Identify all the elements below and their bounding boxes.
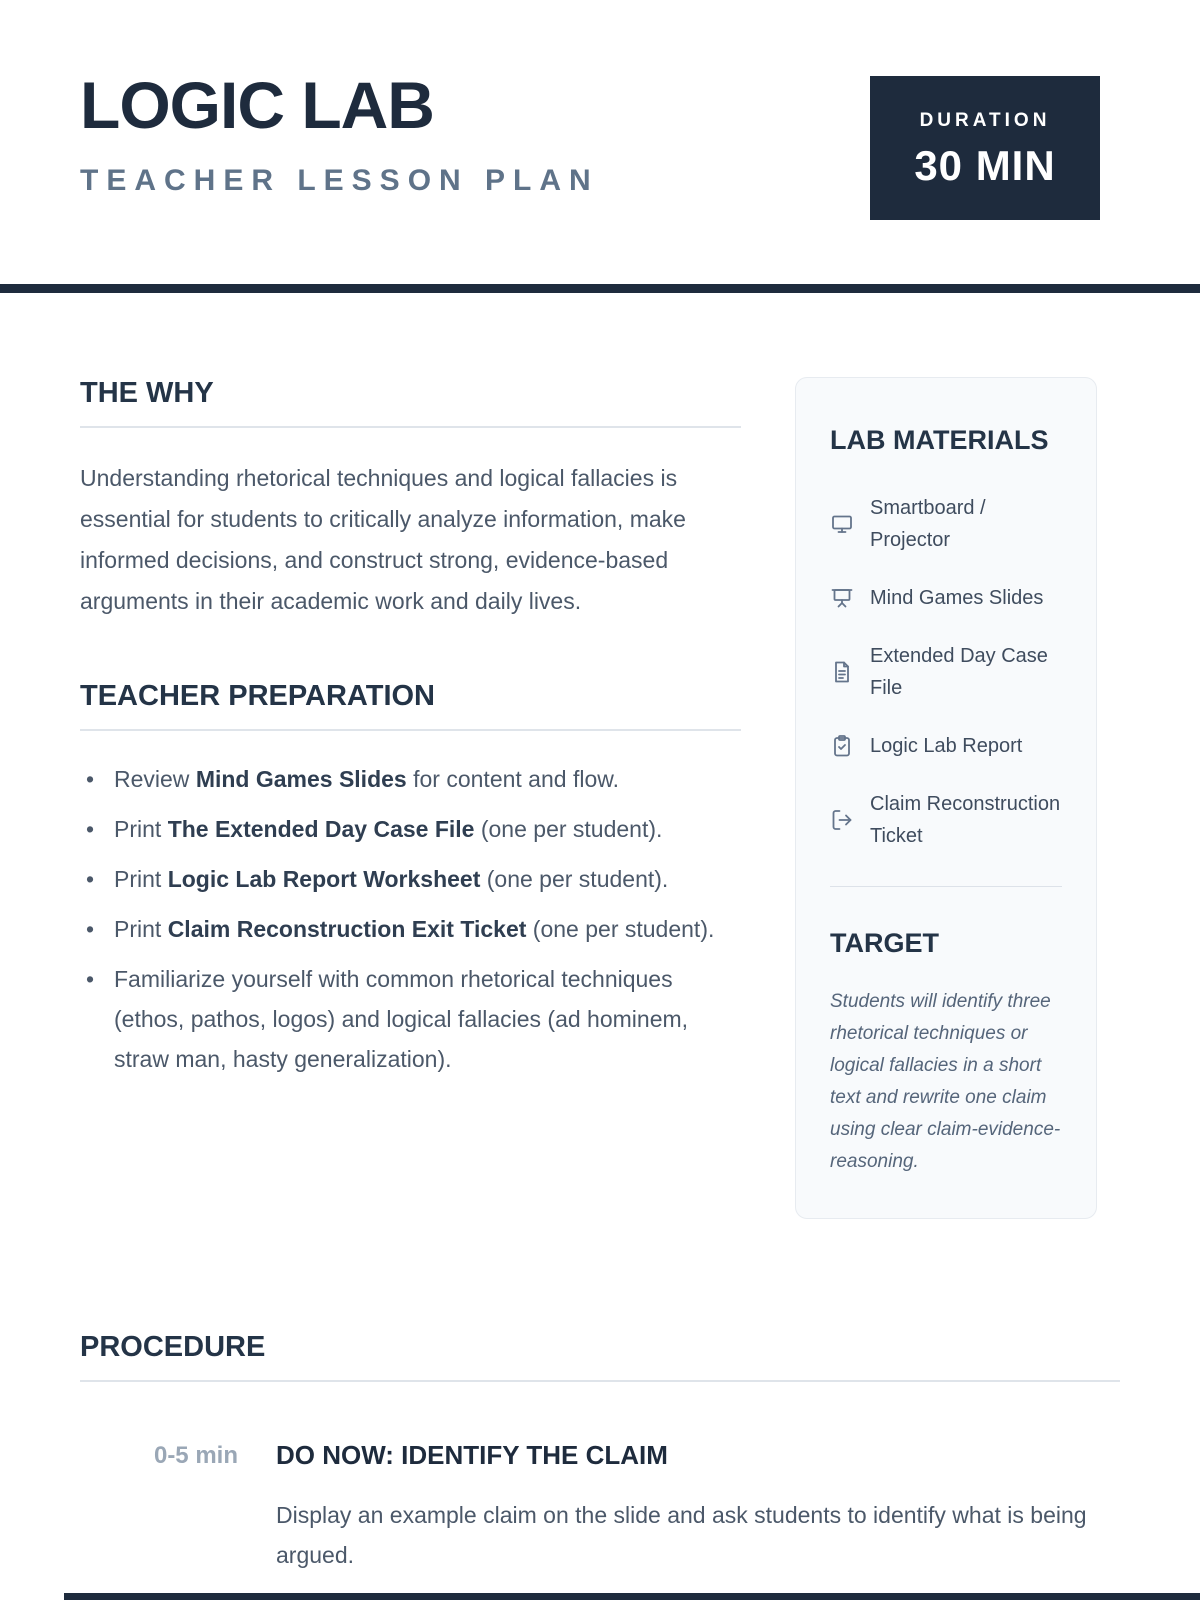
sidebar-divider [830,886,1062,887]
item-bold: The Extended Day Case File [167,816,475,842]
material-label: Smartboard / Projector [870,497,986,552]
list-item [830,582,1062,614]
item-text: (one per student). [526,916,715,942]
list-item [830,788,1062,852]
main-content [0,293,1200,1219]
target-heading: TARGET [830,928,939,959]
duration-label: DURATION [919,110,1051,131]
page-bottom-rule [64,1593,1200,1600]
left-column [80,377,741,1219]
presentation-screen-icon [830,586,854,610]
duration-value: 30 MIN [914,142,1056,189]
procedure-heading: PROCEDURE [80,1331,1120,1382]
item-text: Print [114,916,168,942]
page-subtitle: TEACHER LESSON PLAN [80,164,599,197]
title-block [80,68,599,198]
header-divider [0,284,1200,293]
section-procedure [0,1331,1200,1575]
step-title: DO NOW: IDENTIFY THE CLAIM [276,1439,668,1470]
item-text: (one per student). [474,816,663,842]
duration-badge [870,76,1100,220]
material-label: Logic Lab Report [870,735,1023,758]
prep-heading: TEACHER PREPARATION [80,680,741,731]
item-text: Review [114,766,196,792]
why-body: Understanding rhetorical techniques and logical fallacies is essential for students to critically analyze information, make informed decisions, and construct strong, evidence-based arguments in their academic work and daily lives. [80,465,686,614]
material-label: Mind Games Slides [870,587,1044,610]
item-bold: Logic Lab Report Worksheet [167,866,481,892]
item-text: Print [114,816,168,842]
list-item [80,759,741,799]
step-time: 0-5 min [153,1441,238,1469]
material-label: Claim Reconstruction Ticket [870,793,1061,848]
document-icon [830,660,854,684]
step-body: Display an example claim on the slide and ask students to identify what is being argued. [276,1501,1087,1568]
why-heading: THE WHY [80,377,741,428]
list-item [830,640,1062,704]
prep-list [80,759,741,1079]
list-item [80,859,741,899]
item-bold: Mind Games Slides [195,766,407,792]
item-text: Print [114,866,168,892]
materials-list [830,492,1062,852]
list-item [80,809,741,849]
list-item [830,730,1062,762]
item-text: for content and flow. [406,766,619,792]
clipboard-icon [830,734,854,758]
target-body: Students will identify three rhetorical techniques or logical fallacies in a short text and rewrite one claim using clear claim-evidence-reasoning. [830,990,1061,1172]
section-teacher-preparation [80,680,741,1079]
list-item [80,959,741,1079]
lab-materials-heading: LAB MATERIALS [830,425,1049,455]
page-title: LOGIC LAB [80,68,434,142]
header [0,0,1200,220]
material-label: Extended Day Case File [870,645,1048,700]
monitor-icon [830,512,854,536]
section-the-why [80,377,741,622]
exit-icon [830,808,854,832]
item-text: Familiarize yourself with common rhetorical techniques (ethos, pathos, logos) and logical fallacies (ad hominem, straw man, hasty generalization). [114,966,689,1072]
sidebar-card [795,377,1097,1219]
list-item [830,492,1062,556]
item-text: (one per student). [480,866,669,892]
procedure-step [80,1440,1120,1575]
item-bold: Claim Reconstruction Exit Ticket [167,916,527,942]
list-item [80,909,741,949]
